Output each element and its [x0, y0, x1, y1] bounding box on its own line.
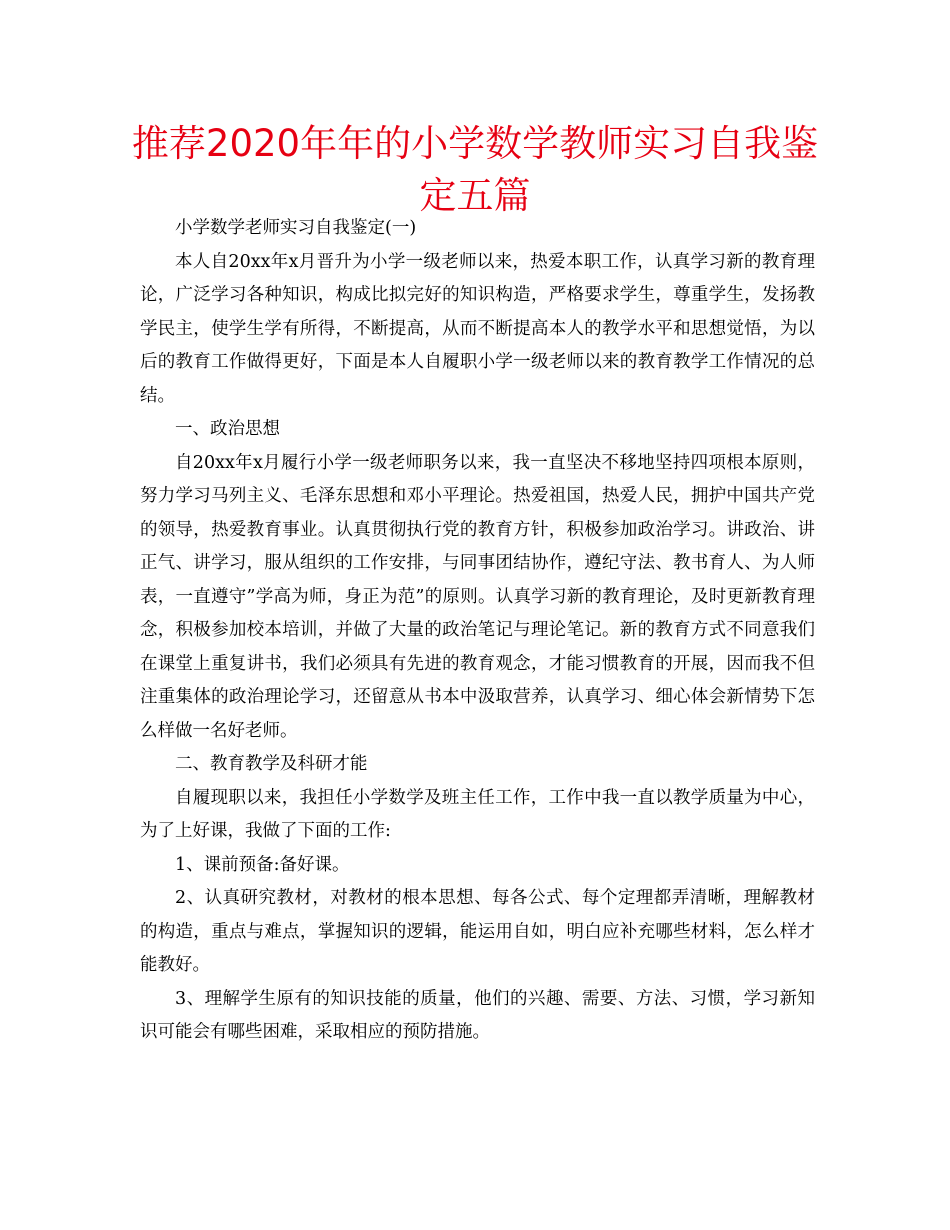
section-heading-politics: 一、政治思想 — [175, 419, 280, 439]
paragraph-politics: 自20xx年x月履行小学一级老师职务以来，我一直坚决不移地坚持四项根本原则，努力学习马列主义、毛泽东思想和邓小平理论。热爱祖国，热爱人民，拥护中国共产党的领导，热爱教育事业。认真贯彻执行党的教育方针，积极参加政治学习。讲政治、讲正气、讲学习，服从组织的工作安排，与同事团结协作，遵纪守法、教书育人、为人师表，一直遵守”学高为师，身正为范”的原则。认真学习新的教育理论，及时更新教育理念，积极参加校本培训，并做了大量的政治笔记与理论笔记。新的教育方式不同意我们在课堂上重复讲书，我们必须具有先进的教育观念，才能习惯教育的开展，因而我不但注重集体的政治理论学习，还留意从书本中汲取营养，认真学习、细心体会新情势下怎么样做一名好老师。 — [140, 452, 815, 741]
document-body — [140, 212, 815, 1050]
paragraph-teaching: 自履现职以来，我担任小学数学及班主任工作，工作中我一直以教学质量为中心，为了上好课，我做了下面的工作: — [140, 787, 815, 841]
section-heading-1: 小学数学老师实习自我鉴定(一) — [175, 218, 417, 238]
list-item-1: 1、课前预备:备好课。 — [175, 854, 350, 875]
section-heading-teaching: 二、教育教学及科研才能 — [175, 754, 368, 774]
list-item-2: 2、认真研究教材，对教材的根本思想、每各公式、每个定理都弄清晰，理解教材的构造，重点与难点，掌握知识的逻辑，能运用自如，明白应补充哪些材料，怎么样才能教好。 — [140, 888, 815, 975]
paragraph-intro: 本人自20xx年x月晋升为小学一级老师以来，热爱本职工作，认真学习新的教育理论，广泛学习各种知识，构成比拟完好的知识构造，严格要求学生，尊重学生，发扬教学民主，使学生学有所得，不断提高，从而不断提高本人的教学水平和思想觉悟，为以后的教育工作做得更好，下面是本人自履职小学一级老师以来的教育教学工作情况的总结。 — [140, 251, 815, 406]
list-item-3: 3、理解学生原有的知识技能的质量，他们的兴趣、需要、方法、习惯，学习新知识可能会有哪些困难，采取相应的预防措施。 — [140, 988, 815, 1042]
document-title: 推荐2020年年的小学数学教师实习自我鉴定五篇 — [131, 122, 819, 217]
